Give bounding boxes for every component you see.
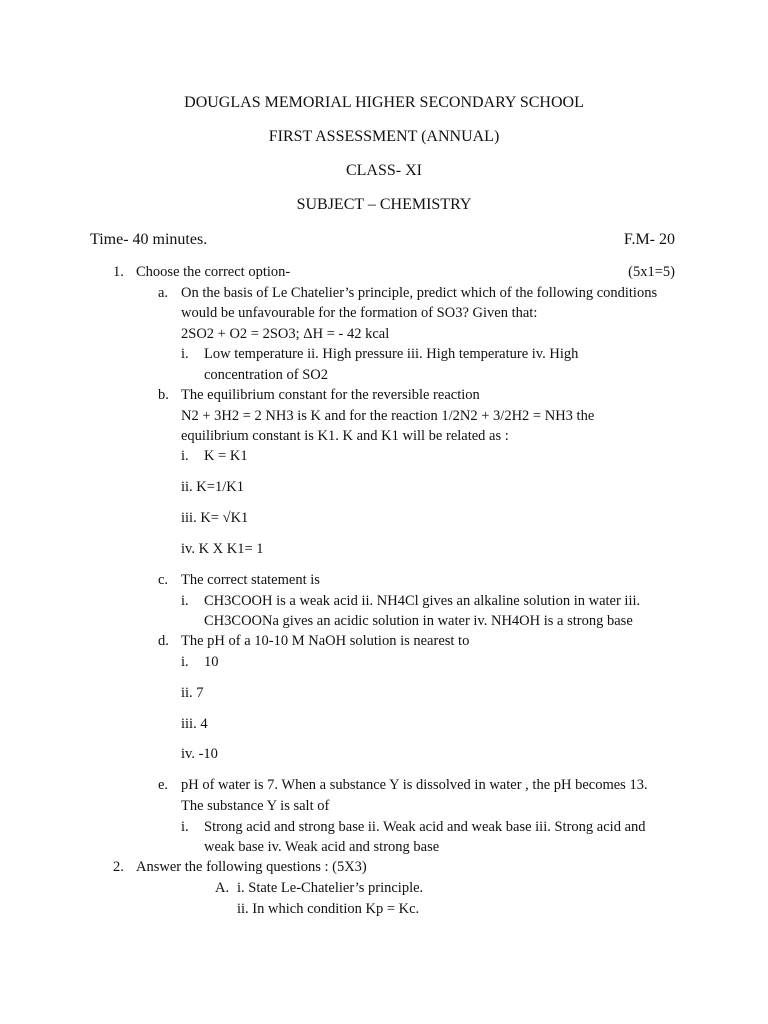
q1d-option3: iii. 4 [181, 716, 208, 732]
assessment-title: FIRST ASSESSMENT (ANNUAL) [268, 128, 500, 145]
q1e-options-line2: weak base iv. Weak acid and strong base [204, 839, 440, 855]
q1a-line2: would be unfavourable for the formation of SO3? Given that: [181, 305, 538, 321]
q2a-line1: i. State Le-Chatelier’s principle. [237, 880, 424, 896]
q2-number: 2. [113, 859, 124, 875]
q1c-options-line1: CH3COOH is a weak acid ii. NH4Cl gives an alkaline solution in water iii. [204, 593, 641, 609]
q1a-options-line1: Low temperature ii. High pressure iii. High temperature iv. High [204, 346, 579, 362]
q1e-option-number: i. [181, 819, 189, 835]
q1b-option1: K = K1 [204, 448, 248, 464]
q1b-option4: iv. K X K1= 1 [181, 541, 264, 557]
q1d-line1: The pH of a 10-10 M NaOH solution is nearest to [181, 633, 470, 649]
q1b-letter: b. [158, 387, 169, 403]
q1d-option4: iv. -10 [181, 746, 218, 762]
q1b-line3: equilibrium constant is K1. K and K1 will be related as : [181, 428, 509, 444]
q1c-option-number: i. [181, 593, 189, 609]
q1b-line1: The equilibrium constant for the reversible reaction [181, 387, 480, 403]
q2a-line2: ii. In which condition Kp = Kc. [237, 901, 420, 917]
q2-text: Answer the following questions : (5X3) [136, 859, 367, 875]
q1a-option-number: i. [181, 346, 189, 362]
q1e-letter: e. [158, 777, 169, 793]
q1c-line1: The correct statement is [181, 572, 320, 588]
q1-marks: (5x1=5) [628, 264, 675, 280]
q1a-line1: On the basis of Le Chatelier’s principle, predict which of the following conditions [181, 285, 658, 301]
q1d-option2: ii. 7 [181, 685, 204, 701]
q1d-letter: d. [158, 633, 169, 649]
q1b-option3: iii. K= √K1 [181, 510, 249, 526]
q1e-line1: pH of water is 7. When a substance Y is dissolved in water , the pH becomes 13. [181, 777, 648, 793]
q1-text: Choose the correct option- [136, 264, 291, 280]
q1d-option1: 10 [204, 654, 219, 670]
q1a-letter: a. [158, 285, 169, 301]
q1-number: 1. [113, 264, 124, 280]
school-name: DOUGLAS MEMORIAL HIGHER SECONDARY SCHOOL [184, 94, 584, 111]
q1a-equation: 2SO2 + O2 = 2SO3; ΔH = - 42 kcal [181, 326, 390, 342]
q1e-options-line1: Strong acid and strong base ii. Weak acid and weak base iii. Strong acid and [204, 819, 646, 835]
full-marks: F.M- 20 [623, 231, 675, 248]
q2a-letter: A. [215, 880, 230, 896]
q1e-line2: The substance Y is salt of [181, 798, 330, 814]
subject-label: SUBJECT – CHEMISTRY [296, 196, 472, 213]
q1b-option1-number: i. [181, 448, 189, 464]
q1d-option1-number: i. [181, 654, 189, 670]
q1b-option2: ii. K=1/K1 [181, 479, 244, 495]
q1b-line2: N2 + 3H2 = 2 NH3 is K and for the reaction 1/2N2 + 3/2H2 = NH3 the [181, 408, 595, 424]
class-label: CLASS- XI [345, 162, 422, 179]
q1a-options-line2: concentration of SO2 [204, 367, 329, 383]
time-label: Time- 40 minutes. [90, 231, 208, 248]
q1c-options-line2: CH3COONa gives an acidic solution in water iv. NH4OH is a strong base [204, 613, 633, 629]
q1c-letter: c. [158, 572, 169, 588]
